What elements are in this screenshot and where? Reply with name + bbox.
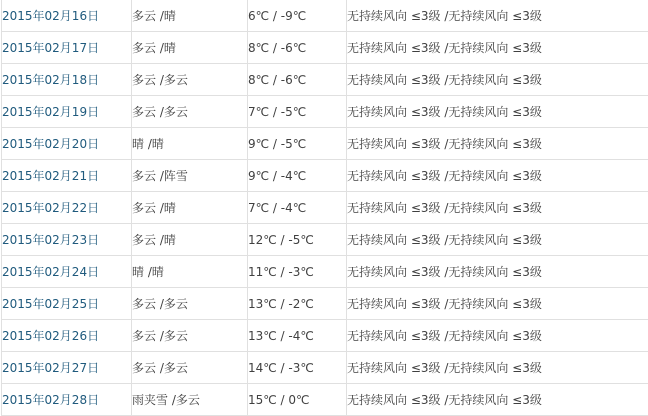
weather-text: 晴 /晴 bbox=[132, 265, 164, 279]
temperature-cell bbox=[248, 64, 347, 96]
temperature-cell bbox=[248, 96, 347, 128]
date-cell bbox=[2, 0, 132, 32]
wind-text: 无持续风向 ≤3级 /无持续风向 ≤3级 bbox=[347, 201, 542, 215]
date-cell bbox=[2, 288, 132, 320]
date-cell bbox=[2, 256, 132, 288]
weather-text: 多云 /晴 bbox=[132, 233, 176, 247]
temperature-text: 14℃ / -3℃ bbox=[248, 360, 314, 375]
wind-text: 无持续风向 ≤3级 /无持续风向 ≤3级 bbox=[347, 105, 542, 119]
wind-cell bbox=[347, 256, 648, 288]
temperature-text: 15℃ / 0℃ bbox=[248, 392, 310, 407]
wind-cell bbox=[347, 224, 648, 256]
table-row bbox=[2, 0, 648, 32]
temperature-cell bbox=[248, 160, 347, 192]
date-cell bbox=[2, 320, 132, 352]
wind-text: 无持续风向 ≤3级 /无持续风向 ≤3级 bbox=[347, 169, 542, 183]
wind-cell bbox=[347, 0, 648, 32]
temperature-cell bbox=[248, 288, 347, 320]
table-row bbox=[2, 32, 648, 64]
wind-text: 无持续风向 ≤3级 /无持续风向 ≤3级 bbox=[347, 233, 542, 247]
wind-text: 无持续风向 ≤3级 /无持续风向 ≤3级 bbox=[347, 393, 542, 407]
weather-text: 多云 /多云 bbox=[132, 361, 188, 375]
wind-text: 无持续风向 ≤3级 /无持续风向 ≤3级 bbox=[347, 41, 542, 55]
temperature-text: 12℃ / -5℃ bbox=[248, 232, 314, 247]
table-row bbox=[2, 224, 648, 256]
date-link[interactable]: 2015年02月27日 bbox=[2, 361, 100, 375]
wind-text: 无持续风向 ≤3级 /无持续风向 ≤3级 bbox=[347, 361, 542, 375]
date-link[interactable]: 2015年02月24日 bbox=[2, 265, 100, 279]
date-link[interactable]: 2015年02月16日 bbox=[2, 9, 100, 23]
temperature-cell bbox=[248, 32, 347, 64]
date-cell bbox=[2, 384, 132, 416]
temperature-cell bbox=[248, 320, 347, 352]
temperature-cell bbox=[248, 0, 347, 32]
weather-cell bbox=[132, 32, 248, 64]
wind-text: 无持续风向 ≤3级 /无持续风向 ≤3级 bbox=[347, 265, 542, 279]
temperature-text: 9℃ / -5℃ bbox=[248, 136, 307, 151]
temperature-text: 11℃ / -3℃ bbox=[248, 264, 314, 279]
date-cell bbox=[2, 128, 132, 160]
weather-text: 多云 /多云 bbox=[132, 329, 188, 343]
weather-cell bbox=[132, 352, 248, 384]
temperature-text: 6℃ / -9℃ bbox=[248, 8, 307, 23]
wind-cell bbox=[347, 288, 648, 320]
weather-cell bbox=[132, 224, 248, 256]
wind-cell bbox=[347, 192, 648, 224]
temperature-text: 8℃ / -6℃ bbox=[248, 40, 307, 55]
wind-text: 无持续风向 ≤3级 /无持续风向 ≤3级 bbox=[347, 297, 542, 311]
weather-text: 雨夹雪 /多云 bbox=[132, 393, 200, 407]
temperature-text: 13℃ / -2℃ bbox=[248, 296, 314, 311]
date-link[interactable]: 2015年02月28日 bbox=[2, 393, 100, 407]
wind-cell bbox=[347, 32, 648, 64]
weather-cell bbox=[132, 64, 248, 96]
weather-text: 多云 /阵雪 bbox=[132, 169, 188, 183]
date-link[interactable]: 2015年02月21日 bbox=[2, 169, 100, 183]
temperature-cell bbox=[248, 192, 347, 224]
weather-cell bbox=[132, 0, 248, 32]
wind-cell bbox=[347, 96, 648, 128]
temperature-cell bbox=[248, 256, 347, 288]
wind-cell bbox=[347, 128, 648, 160]
table-row bbox=[2, 128, 648, 160]
date-cell bbox=[2, 160, 132, 192]
date-link[interactable]: 2015年02月25日 bbox=[2, 297, 100, 311]
temperature-cell bbox=[248, 352, 347, 384]
table-row bbox=[2, 64, 648, 96]
temperature-text: 8℃ / -6℃ bbox=[248, 72, 307, 87]
date-link[interactable]: 2015年02月17日 bbox=[2, 41, 100, 55]
temperature-cell bbox=[248, 128, 347, 160]
date-link[interactable]: 2015年02月22日 bbox=[2, 201, 100, 215]
wind-cell bbox=[347, 384, 648, 416]
temperature-text: 13℃ / -4℃ bbox=[248, 328, 314, 343]
weather-history-table bbox=[1, 0, 648, 416]
date-cell bbox=[2, 192, 132, 224]
date-cell bbox=[2, 224, 132, 256]
weather-text: 多云 /晴 bbox=[132, 201, 176, 215]
table-row bbox=[2, 192, 648, 224]
weather-text: 多云 /多云 bbox=[132, 73, 188, 87]
table-row bbox=[2, 384, 648, 416]
temperature-cell bbox=[248, 224, 347, 256]
temperature-text: 7℃ / -5℃ bbox=[248, 104, 307, 119]
weather-text: 多云 /多云 bbox=[132, 105, 188, 119]
weather-cell bbox=[132, 384, 248, 416]
wind-cell bbox=[347, 160, 648, 192]
date-link[interactable]: 2015年02月26日 bbox=[2, 329, 100, 343]
table-row bbox=[2, 320, 648, 352]
weather-cell bbox=[132, 96, 248, 128]
date-link[interactable]: 2015年02月18日 bbox=[2, 73, 100, 87]
weather-cell bbox=[132, 320, 248, 352]
table-row bbox=[2, 256, 648, 288]
weather-text: 多云 /多云 bbox=[132, 297, 188, 311]
date-link[interactable]: 2015年02月23日 bbox=[2, 233, 100, 247]
wind-cell bbox=[347, 352, 648, 384]
table-row bbox=[2, 96, 648, 128]
weather-text: 多云 /晴 bbox=[132, 41, 176, 55]
wind-cell bbox=[347, 64, 648, 96]
weather-text: 晴 /晴 bbox=[132, 137, 164, 151]
weather-cell bbox=[132, 192, 248, 224]
weather-cell bbox=[132, 160, 248, 192]
wind-text: 无持续风向 ≤3级 /无持续风向 ≤3级 bbox=[347, 9, 542, 23]
date-cell bbox=[2, 64, 132, 96]
date-cell bbox=[2, 32, 132, 64]
wind-text: 无持续风向 ≤3级 /无持续风向 ≤3级 bbox=[347, 137, 542, 151]
table-row bbox=[2, 288, 648, 320]
weather-text: 多云 /晴 bbox=[132, 9, 176, 23]
date-cell bbox=[2, 352, 132, 384]
wind-text: 无持续风向 ≤3级 /无持续风向 ≤3级 bbox=[347, 329, 542, 343]
wind-text: 无持续风向 ≤3级 /无持续风向 ≤3级 bbox=[347, 73, 542, 87]
weather-cell bbox=[132, 128, 248, 160]
temperature-text: 9℃ / -4℃ bbox=[248, 168, 307, 183]
date-link[interactable]: 2015年02月19日 bbox=[2, 105, 100, 119]
table-row bbox=[2, 352, 648, 384]
temperature-text: 7℃ / -4℃ bbox=[248, 200, 307, 215]
table-row bbox=[2, 160, 648, 192]
weather-cell bbox=[132, 288, 248, 320]
weather-table-body bbox=[2, 0, 648, 416]
weather-cell bbox=[132, 256, 248, 288]
date-link[interactable]: 2015年02月20日 bbox=[2, 137, 100, 151]
date-cell bbox=[2, 96, 132, 128]
wind-cell bbox=[347, 320, 648, 352]
temperature-cell bbox=[248, 384, 347, 416]
